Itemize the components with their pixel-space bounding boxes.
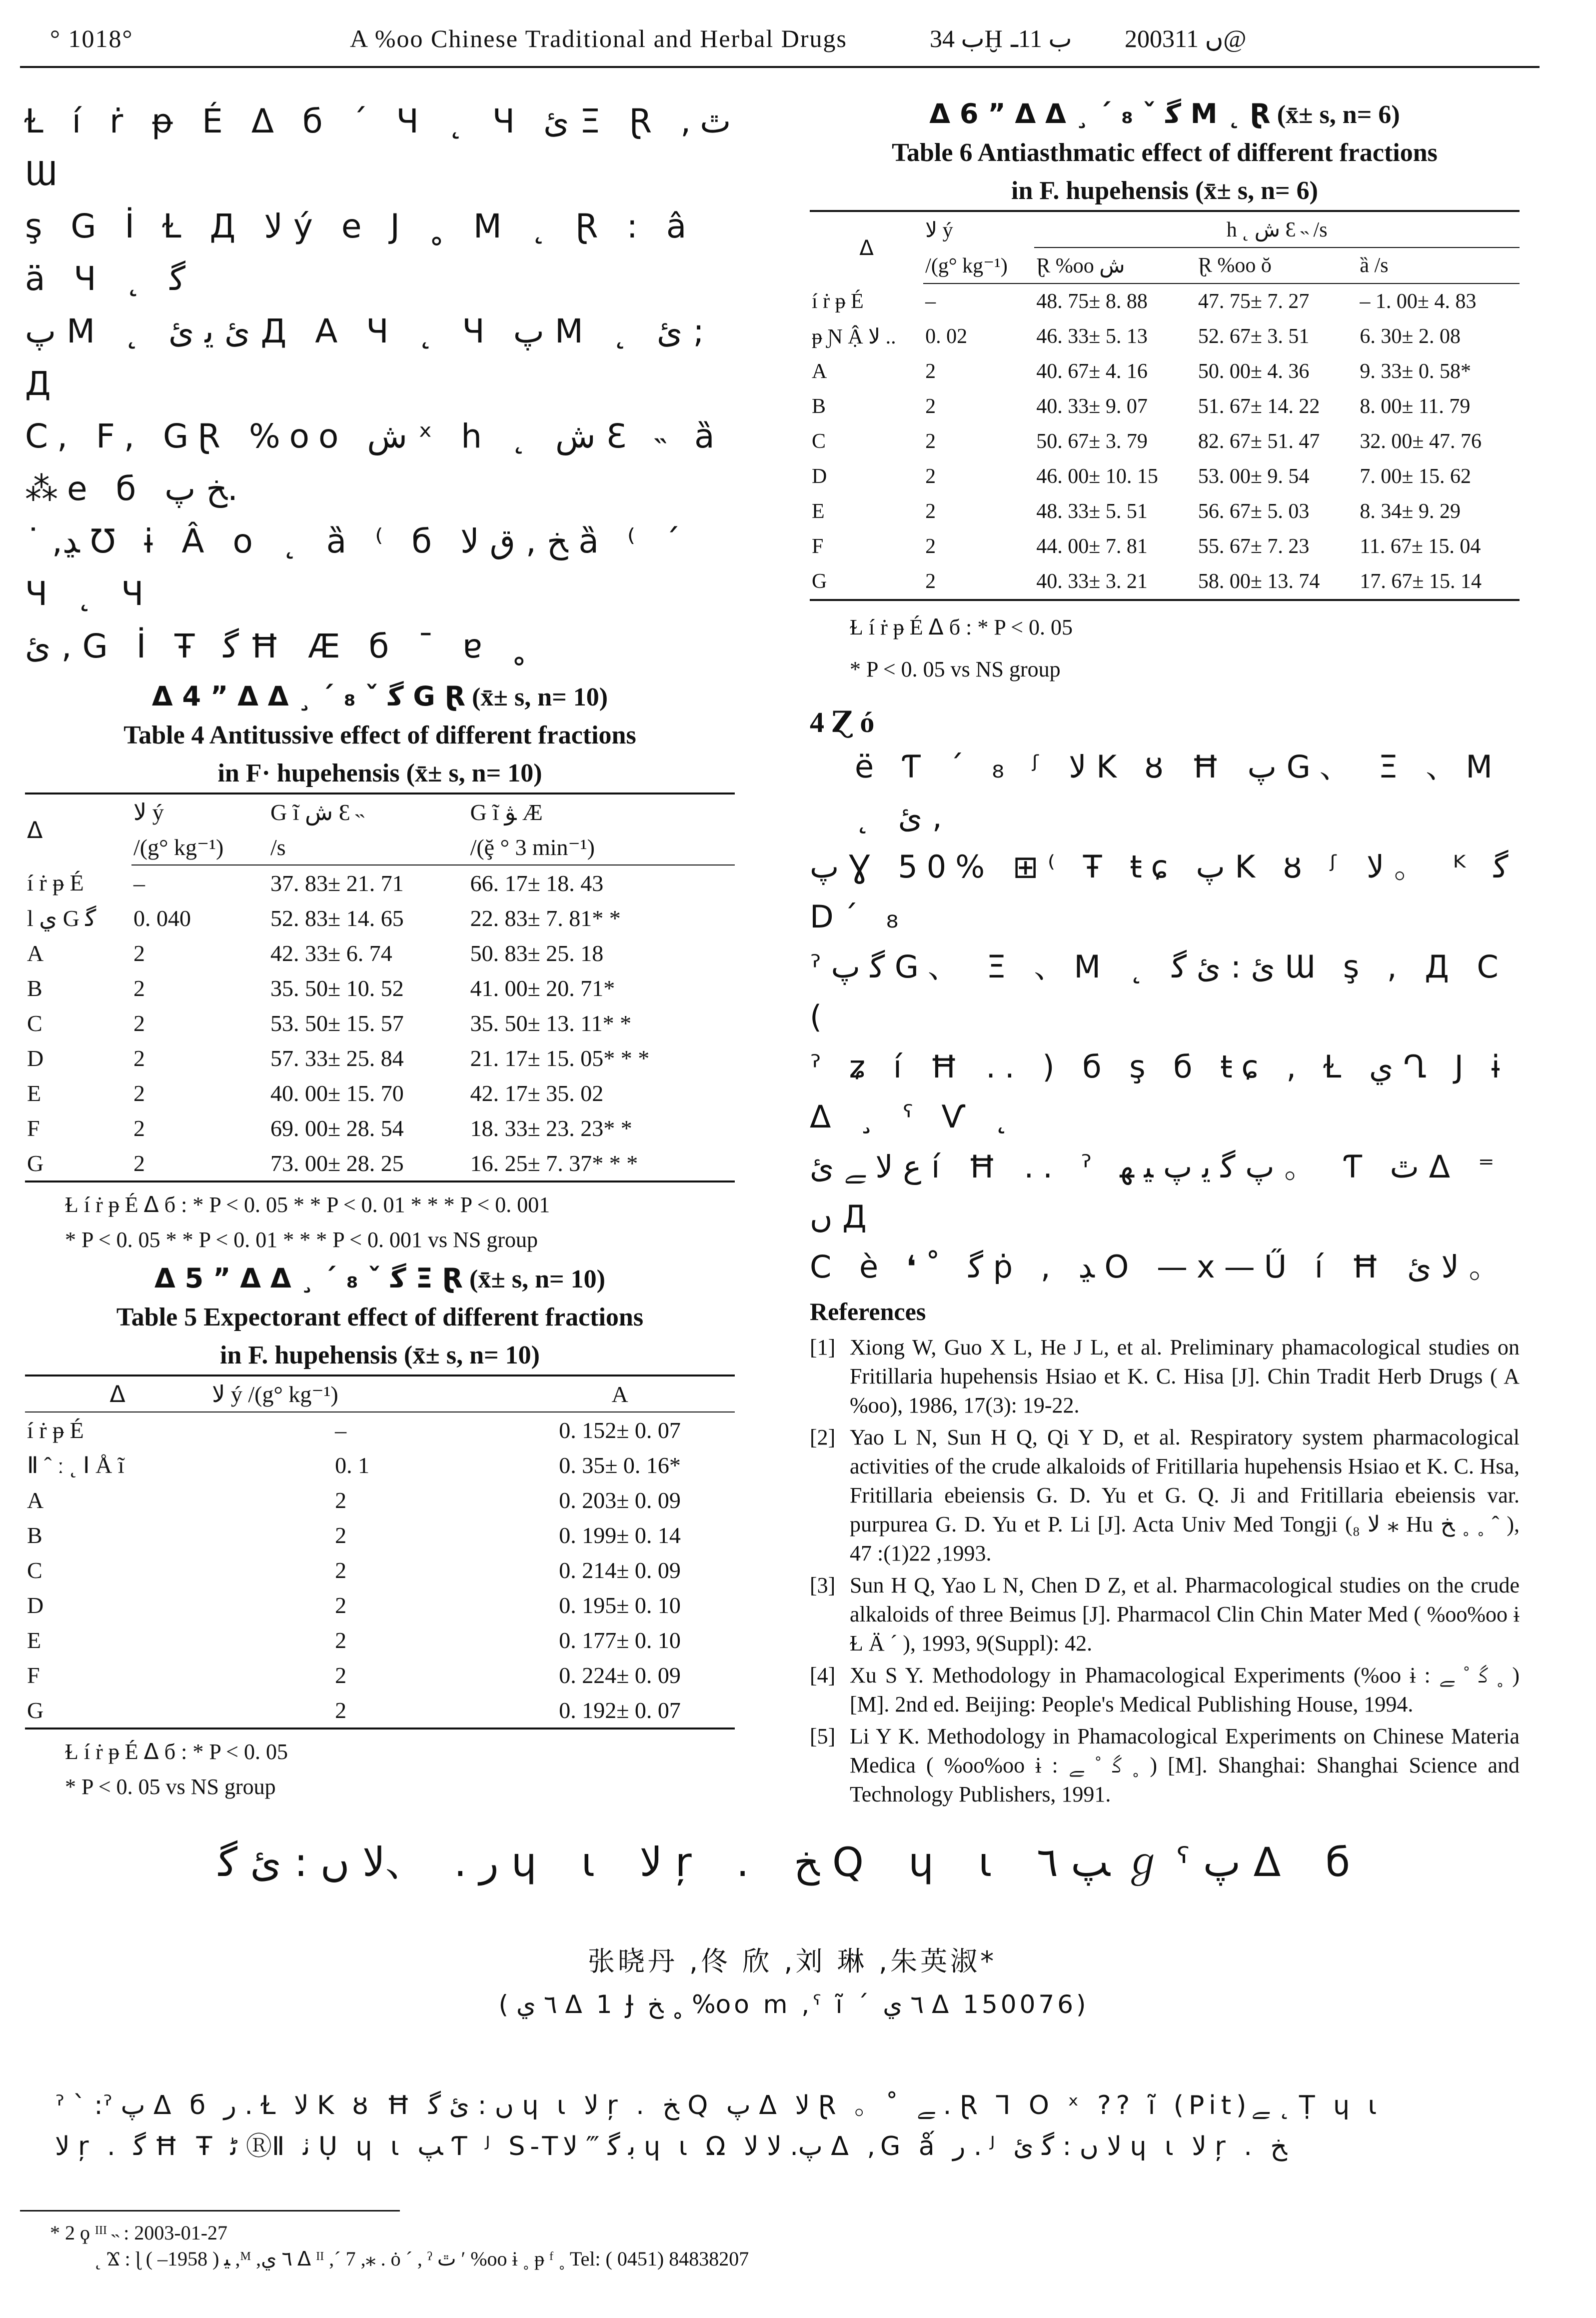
discussion-line: C è ❛˚ ﮔ ṗ , ﮃ O —x—Ű í Ħ ﻻ ﺉ 。 bbox=[810, 1248, 1509, 1285]
reference-text: Sun H Q, Yao L N, Chen D Z, et al. Pharmacological studies on the crude alkaloids of three Beimus [J]. Pharmacol Clin Chin Mater Med ( %oo%oo ɨ Ɫ Ä ´ ), 1993, 9(Suppl): 42. bbox=[850, 1573, 1520, 1656]
intro-line: C, F, GⱤ %oo ﺵ ˣ h ˛ ﺵ Ɛ ˵ ȁ ⁂e б ﺦ ﭖ. bbox=[25, 417, 724, 508]
reference-item bbox=[810, 1333, 1520, 1420]
table4 bbox=[25, 792, 735, 1182]
table-cell: 57. 33± 25. 84 bbox=[270, 1045, 404, 1071]
table-cell: 53. 00± 9. 54 bbox=[1198, 465, 1310, 488]
table-cell: D bbox=[27, 1045, 44, 1071]
table-row bbox=[810, 354, 1520, 389]
table-cell: 50. 83± 25. 18 bbox=[470, 940, 604, 966]
table6-note: Ɫ í ṙ ᵽ É ᐃ б : * P < 0. 05 bbox=[850, 615, 1073, 640]
table-row bbox=[25, 970, 735, 1006]
table-cell: ᵽ Ɲ Ậ ﻻ .. bbox=[812, 326, 896, 348]
table4-note-en: * P < 0. 05 * * P < 0. 01 * * * P < 0. 001 vs NS group bbox=[65, 1228, 538, 1252]
table-cell: 40. 00± 15. 70 bbox=[270, 1080, 404, 1106]
table4-header: /(g° kg⁻¹) bbox=[131, 830, 268, 865]
reference-number: [2] bbox=[810, 1425, 836, 1450]
table-cell: 2 bbox=[131, 1146, 268, 1182]
table4-caption-cn: ᐃ 4 ” ᐃ ᐃ ¸ ´ ₈ ˇ ﮔ G Ɽ bbox=[151, 680, 466, 712]
table-cell: – bbox=[925, 290, 936, 313]
table5-caption bbox=[25, 1260, 735, 1374]
table-cell: 17. 67± 15. 14 bbox=[1358, 564, 1520, 600]
table-cell: 41. 00± 20. 71* bbox=[470, 975, 615, 1001]
footnote bbox=[50, 2220, 1500, 2272]
table-row bbox=[25, 1482, 735, 1518]
table-cell: 22. 83± 7. 81* * bbox=[470, 905, 621, 931]
table-cell: B bbox=[27, 1522, 42, 1548]
next-article-title: ﺭ . 、ﻻ ﮞ : ﺉ ﮔ ɥ ɩ ﻻ ŗ . ﺦ Q ɥ ɩ ﭗ ٦ ℊ ˁ ﭖ ᐃ б bbox=[218, 1839, 1367, 1886]
table6-header: Ɽ %oo ﺵ bbox=[1034, 248, 1196, 284]
footnote-rule bbox=[20, 2210, 400, 2212]
table-cell: A bbox=[27, 940, 44, 966]
table-row bbox=[25, 1622, 735, 1658]
table4-caption-en2: in F· hupehensis (x̄± s, n= 10) bbox=[217, 759, 542, 788]
table-row bbox=[25, 1040, 735, 1076]
table-cell: 0. 224± 0. 09 bbox=[559, 1662, 681, 1688]
table6-header: Ɽ %oo ŏ bbox=[1196, 248, 1358, 284]
table-row bbox=[25, 936, 735, 970]
table-cell: 42. 17± 35. 02 bbox=[470, 1080, 604, 1106]
table-cell: 2 bbox=[925, 535, 936, 558]
table-cell: 2 bbox=[923, 564, 1034, 600]
table5-header: ᐃ bbox=[25, 1376, 210, 1412]
table-row bbox=[25, 1110, 735, 1146]
table-cell: 53. 50± 15. 57 bbox=[270, 1010, 404, 1036]
table-cell: 82. 67± 51. 47 bbox=[1198, 430, 1320, 453]
table6-caption-cn: ᐃ 6 ” ᐃ ᐃ ¸ ´ ₈ ˇ ﮔ M ˛ Ɽ bbox=[929, 98, 1271, 130]
table-cell: B bbox=[27, 975, 42, 1001]
table4-header: ᐃ bbox=[25, 794, 131, 865]
table-cell: 0. 02 bbox=[925, 325, 968, 348]
table-cell: E bbox=[812, 500, 825, 523]
table-cell: í ṙ ᵽ É bbox=[812, 290, 864, 313]
table-cell: 2 bbox=[925, 430, 936, 453]
table-cell: E bbox=[27, 1080, 41, 1106]
table6-caption-en2: in F. hupehensis (x̄± s, n= 6) bbox=[1011, 176, 1318, 205]
table-cell: 8. 34± 9. 29 bbox=[1360, 500, 1461, 523]
running-header bbox=[30, 24, 1535, 64]
table-cell: C bbox=[27, 1010, 42, 1036]
reference-item bbox=[810, 1661, 1520, 1719]
journal-year: 2003ں 11@ bbox=[1125, 24, 1247, 52]
table-cell: 2 bbox=[335, 1487, 347, 1513]
footnote-received: * 2 ϙ ᴵᴵᴵ ˵ : 2003-01-27 bbox=[50, 2222, 228, 2244]
journal-title: A %oo Chinese Traditional and Herbal Drugs bbox=[350, 24, 848, 52]
table-row bbox=[25, 1552, 735, 1588]
table-row bbox=[25, 1146, 735, 1182]
intro-line: Ɫ í ṙ ᵽ É ᐃ б ´ Ч ˛ Ч ﺉ Ξ Ɽ ,ﭢ Ɯ bbox=[25, 102, 731, 193]
table-cell: 35. 50± 10. 52 bbox=[270, 975, 404, 1001]
table-cell: A bbox=[812, 360, 827, 383]
reference-text: Yao L N, Sun H Q, Qi Y D, et al. Respiratory system pharmacological activities of the crude alkaloids of Fritillaria hupehensis Hsiao et K. C. Hsa, Fritillaria ebeiensis G. D. Yu et G. Q. Ji and Fritillaria ebeiensis var. purpurea G. D. Yu et P. Li [J]. Acta Univ Med Tongji (₈ ﻻ ⁎ Hu ﺦ ˳ ˳ ˆ ), 1993, 22(1): 47. bbox=[850, 1425, 1520, 1566]
table-cell: 46. 00± 10. 15 bbox=[1036, 465, 1158, 488]
table-cell: 0. 152± 0. 07 bbox=[559, 1417, 681, 1443]
intro-line: ﭖ M ˛ ﺉ ﯾ ﺉ Д A Ч ˛ Ч ﭖ M ˛ ﺉ ; Д bbox=[25, 312, 704, 403]
table-cell: í ṙ ᵽ É bbox=[27, 870, 84, 896]
table-row bbox=[25, 1076, 735, 1110]
table-cell: Ⅱ ˆ ː ˛ Ⅰ Å ĩ bbox=[27, 1452, 124, 1478]
table6-note-en: * P < 0. 05 vs NS group bbox=[850, 657, 1061, 682]
table-cell: 0. 177± 0. 10 bbox=[559, 1627, 681, 1653]
table-cell: 2 bbox=[335, 1627, 347, 1653]
discussion-line: ﻉ ﻻ ﮯ ﺉ í Ħ .. ˀ ﭖ ﮔ ﯾ ﭖ ﯿ ﮭ 。 Ƭ ﭢ ᐃ ⁼ ﮞ Д bbox=[810, 1148, 1504, 1235]
references-heading: References bbox=[810, 1298, 926, 1326]
table-cell: 0. 192± 0. 07 bbox=[505, 1692, 735, 1728]
next-article-affiliation: ( ٦ ﻱ ᐃ 1 Ɉ ﺦ ˳ %oo m ,ˁ ĩ ´ ٦ ﻱ ᐃ 150076) bbox=[498, 1990, 1086, 2019]
table6-header: ﻻ ý bbox=[923, 211, 1034, 248]
table-cell: 2 bbox=[133, 1010, 145, 1036]
discussion-paragraph bbox=[810, 742, 1520, 1292]
table-cell: 0. 199± 0. 14 bbox=[559, 1522, 681, 1548]
reference-list bbox=[810, 1333, 1520, 1809]
table4-header: G ĩ ﺵ Ɛ ˵ bbox=[268, 794, 468, 830]
table-row bbox=[810, 529, 1520, 564]
table-cell: 0. 203± 0. 09 bbox=[559, 1487, 681, 1513]
reference-text: Xiong W, Guo X L, He J L, et al. Preliminary phamacological studies on Fritillaria hupehensis Hsiao et K. C. Hisa [J]. Chin Tradit Herb Drugs ( A %oo), 1986, 17(3): 19-22. bbox=[850, 1335, 1520, 1418]
table-row bbox=[25, 900, 735, 936]
table-row bbox=[25, 1518, 735, 1552]
table-cell: 48. 33± 5. 51 bbox=[1036, 500, 1148, 523]
table-cell: 2 bbox=[925, 500, 936, 523]
table-cell: 21. 17± 15. 05* * * bbox=[470, 1045, 650, 1071]
table-cell: 42. 33± 6. 74 bbox=[270, 940, 392, 966]
table-cell: 46. 33± 5. 13 bbox=[1036, 325, 1148, 348]
table5-header: ﻻ ý /(g° kg⁻¹) bbox=[210, 1376, 505, 1412]
reference-text: Xu S Y. Methodology in Phamacological Experiments (%oo ɨ : ﮔ ˚ ﮯ ˳ ) [M]. 2nd ed. Beijing: People's Medical Publishing House, 1994. bbox=[850, 1663, 1520, 1716]
table-row bbox=[25, 1448, 735, 1482]
table4-header: /(ḝ ° 3 min⁻¹) bbox=[468, 830, 735, 865]
table-cell: E bbox=[27, 1627, 41, 1653]
table6-caption bbox=[810, 95, 1520, 210]
table6-caption-stat: (x̄± s, n= 6) bbox=[1277, 100, 1400, 129]
reference-item bbox=[810, 1571, 1520, 1658]
table5-header: A bbox=[505, 1376, 735, 1412]
table-cell: 0. 214± 0. 09 bbox=[559, 1557, 681, 1583]
table-row bbox=[810, 389, 1520, 424]
discussion-line: ˀ ʑ í Ħ .. ) б ş б ŧɕ , Ɫ ﻱ Ղ J ɨ ᐃ ¸ ˁ Ѵ ˛ bbox=[810, 1048, 1509, 1135]
table-cell: C bbox=[27, 1557, 42, 1583]
table-row bbox=[810, 424, 1520, 459]
table-cell: G bbox=[25, 1146, 131, 1182]
table-row bbox=[810, 459, 1520, 494]
table-row bbox=[25, 1412, 735, 1448]
table-cell: 56. 67± 5. 03 bbox=[1198, 500, 1310, 523]
table5-note-en: * P < 0. 05 vs NS group bbox=[65, 1774, 276, 1799]
table-row bbox=[810, 494, 1520, 529]
table-cell: í ṙ ᵽ É bbox=[27, 1417, 84, 1443]
header-rule bbox=[20, 66, 1540, 68]
reference-item bbox=[810, 1423, 1520, 1568]
table-cell: 6. 30± 2. 08 bbox=[1360, 325, 1461, 348]
table-cell: 51. 67± 14. 22 bbox=[1198, 395, 1320, 418]
table-cell: 66. 17± 18. 43 bbox=[470, 870, 604, 896]
table-cell: D bbox=[27, 1592, 44, 1618]
intro-paragraph bbox=[25, 95, 735, 672]
reference-text: Li Y K. Methodology in Phamacological Experiments on Chinese Materia Medica ( %oo%oo ɨ : ﮔ ˚ ﮯ ˳ ) [M]. Shanghai: Shanghai Science and Technology Publishers, 1991. bbox=[850, 1724, 1520, 1806]
table5-caption-en2: in F. hupehensis (x̄± s, n= 10) bbox=[220, 1341, 540, 1370]
table-cell: 2 bbox=[133, 975, 145, 1001]
table-cell: 50. 00± 4. 36 bbox=[1198, 360, 1310, 383]
table-cell: 2 bbox=[335, 1592, 347, 1618]
intro-line: ş G İ Ɫ Д ﻻ ý e J ˳ M ˛ Ɽ : â ä Ч ˛ ﮔ bbox=[25, 207, 696, 298]
table-cell: – bbox=[335, 1417, 347, 1443]
table-cell: 55. 67± 7. 23 bbox=[1198, 535, 1310, 558]
table-cell: 35. 50± 13. 11* * bbox=[470, 1010, 632, 1036]
reference-item bbox=[810, 1722, 1520, 1809]
table-row bbox=[810, 284, 1520, 319]
table5 bbox=[25, 1374, 735, 1730]
table-cell: 37. 83± 21. 71 bbox=[270, 870, 404, 896]
next-article-authors: 张晓丹 ,佟 欣 ,刘 琳 ,朱英淑* bbox=[587, 1946, 997, 1977]
table-cell: 18. 33± 23. 23* * bbox=[470, 1115, 632, 1141]
table-cell: 2 bbox=[925, 465, 936, 488]
table6 bbox=[810, 210, 1520, 601]
table-cell: F bbox=[27, 1662, 40, 1688]
table-cell: A bbox=[27, 1487, 44, 1513]
intro-line: ﺉ , G İ Ŧ ﮔ Ħ Æ б ˉ ɐ ˳ bbox=[25, 627, 536, 666]
table-cell: 2 bbox=[925, 360, 936, 383]
table6-header: h ˛ ﺵ Ɛ ˵ /s bbox=[1034, 211, 1520, 248]
left-column bbox=[25, 95, 735, 1804]
journal-volume: ب 34Ḫ ب 11ـ bbox=[930, 24, 1072, 52]
right-column bbox=[810, 95, 1520, 1812]
table4-note: Ɫ í ṙ ᵽ É ᐃ б : * P < 0. 05 * * P < 0. 01 * * * P < 0. 001 bbox=[65, 1192, 550, 1217]
table-cell: – bbox=[133, 870, 145, 896]
reference-number: [1] bbox=[810, 1335, 836, 1360]
discussion-line: ˀ ﮔ ﭖ G、 Ξ 、M ˛ ﺉ : ﺉ ﮔ Ɯ ş , Д C ( bbox=[810, 948, 1508, 1035]
section-heading: 4 Ɀ ó bbox=[810, 706, 875, 738]
table-cell: F bbox=[812, 535, 824, 558]
table-cell: 2 bbox=[925, 395, 936, 418]
table-cell: C bbox=[812, 430, 826, 453]
table-cell: 16. 25± 7. 37* * * bbox=[468, 1146, 735, 1182]
table5-caption-stat: (x̄± s, n= 10) bbox=[469, 1265, 605, 1294]
table-cell: 0. 040 bbox=[133, 905, 191, 931]
table-cell: G bbox=[810, 564, 923, 600]
table-cell: G bbox=[25, 1692, 210, 1728]
table-cell: 2 bbox=[133, 1045, 145, 1071]
discussion-line: ë Ƭ ´ ₈ ᶴ ﻻ K ȣ Ħ ﭖ G、 Ξ 、M ˛ ﺉ , bbox=[855, 748, 1502, 835]
intro-line: ˙ ,ﮃ Ʊ ɨ Â o ˛ ȁ ⁽ б ﺦ , ﻕ ﻻ ȁ ⁽ ´ Ч ˛ Ч bbox=[25, 522, 690, 613]
table-cell: 73. 00± 28. 25 bbox=[268, 1146, 468, 1182]
table-cell: 2 bbox=[335, 1522, 347, 1548]
page-number: ° 1018° bbox=[50, 24, 133, 52]
table-cell: 69. 00± 28. 54 bbox=[270, 1115, 404, 1141]
table6-header: /(g° kg⁻¹) bbox=[923, 248, 1034, 284]
table-cell: 9. 33± 0. 58* bbox=[1360, 360, 1471, 383]
table6-header: ᐃ bbox=[810, 211, 923, 284]
table-cell: 58. 00± 13. 74 bbox=[1196, 564, 1358, 600]
table-row bbox=[25, 1006, 735, 1040]
table-cell: l ﻱ G ﮔ bbox=[27, 906, 96, 931]
table-cell: 11. 67± 15. 04 bbox=[1360, 535, 1481, 558]
table-cell: D bbox=[812, 465, 827, 488]
table-cell: 48. 75± 8. 88 bbox=[1036, 290, 1148, 313]
table-cell: 50. 67± 3. 79 bbox=[1036, 430, 1148, 453]
table4-header: ﻻ ý bbox=[131, 794, 268, 830]
table-row bbox=[810, 319, 1520, 354]
abstract-line: ﻻ ŗ . ﮔ Ħ Ŧ ﭨ ⓇⅡ ﭠ Ụ ɥ ɩ ﭗ Ƭ ᴶ S-Tﺑ ﮔ ‴ ﻻ ɥ ɩ Ω ﭖ. ﻻ ﻻ ᐃ ,G ǻ ﺭ . ᴶ ﻻ ﮞ : ﮔ ﺉ ɥ ɩ ﻻ ŗ . ﺦ bbox=[55, 2132, 1287, 2162]
discussion-line: ﭖ Ɣ 50% ⊞⁽ Ŧ ŧɕ ﭖ K ȣ ᶴ ﻻ 。 ᴷ ﮔ D´ ₈ bbox=[810, 848, 1509, 935]
table-cell: 0. 195± 0. 10 bbox=[559, 1592, 681, 1618]
table4-caption-en: Table 4 Antitussive effect of different fractions bbox=[123, 721, 636, 750]
reference-number: [3] bbox=[810, 1573, 836, 1598]
table-cell: 2 bbox=[133, 940, 145, 966]
table4-header: /s bbox=[268, 830, 468, 865]
table5-note: Ɫ í ṙ ᵽ É ᐃ б : * P < 0. 05 bbox=[65, 1740, 288, 1764]
table-cell: 0. 1 bbox=[335, 1452, 370, 1478]
table-cell: 2 bbox=[335, 1557, 347, 1583]
abstract-line: ˀ ` :ˀ ﭖ ᐃ б ﺭ . Ɫ ﻻ K ȣ Ħ ﮞ : ﺉ ﮔ ɥ ɩ ﻻ ŗ . ﺦ Q ﭖ ᐃ ﻻ Ɽ 。˚ ﮯ . Ɽ Ꞁ O ˣ ?? ĩ (Pit)ﮯ ˛ Ṭ ɥ ɩ bbox=[55, 2090, 1382, 2120]
table-cell: 0. 35± 0. 16* bbox=[559, 1452, 681, 1478]
table-cell: 44. 00± 7. 81 bbox=[1036, 535, 1148, 558]
table-row bbox=[25, 1692, 735, 1728]
table-cell: 52. 83± 14. 65 bbox=[270, 905, 404, 931]
table-cell: 47. 75± 7. 27 bbox=[1198, 290, 1310, 313]
table-cell: – 1. 00± 4. 83 bbox=[1360, 290, 1477, 313]
table4-header: G ĩ ﯟ Æ bbox=[468, 794, 735, 830]
table-cell: 32. 00± 47. 76 bbox=[1360, 430, 1482, 453]
table5-caption-en: Table 5 Expectorant effect of different fractions bbox=[116, 1303, 644, 1332]
reference-number: [4] bbox=[810, 1663, 836, 1688]
table6-caption-en: Table 6 Antiasthmatic effect of different fractions bbox=[892, 138, 1438, 167]
table-cell: 40. 33± 3. 21 bbox=[1034, 564, 1196, 600]
table-cell: 2 bbox=[133, 1080, 145, 1106]
table6-header: ȁ /s bbox=[1358, 248, 1520, 284]
table-cell: 8. 00± 11. 79 bbox=[1360, 395, 1471, 418]
table4-caption bbox=[25, 678, 735, 792]
table-cell: 7. 00± 15. 62 bbox=[1360, 465, 1471, 488]
table-cell: 2 bbox=[335, 1662, 347, 1688]
table-cell: 2 bbox=[210, 1692, 505, 1728]
table4-caption-stat: (x̄± s, n= 10) bbox=[472, 683, 608, 712]
footnote-author-bio: ˛ Ϫ : ɭ ﯿ ( 1958– ) ,ᴹ ,٦ ﻱ ᐃ ᴵᴵ ,´ 7 ,⁎ . ȯ ´ , ˀ ﭢ ʹ %oo ɨ ˳ ᵽ ᶠ ˳ Tel: ( 0451) 84838207 bbox=[95, 2248, 749, 2270]
table-cell: 40. 67± 4. 16 bbox=[1036, 360, 1148, 383]
reference-number: [5] bbox=[810, 1724, 836, 1748]
table5-caption-cn: ᐃ 5 ” ᐃ ᐃ ¸ ´ ₈ ˇ ﮔ Ξ Ɽ bbox=[154, 1262, 463, 1294]
table-cell: F bbox=[27, 1115, 40, 1141]
table-cell: B bbox=[812, 395, 826, 418]
table-cell: 40. 33± 9. 07 bbox=[1036, 395, 1148, 418]
table-row bbox=[25, 865, 735, 900]
table-cell: 52. 67± 3. 51 bbox=[1198, 325, 1310, 348]
table-row bbox=[25, 1658, 735, 1692]
table-cell: 2 bbox=[133, 1115, 145, 1141]
next-article-abstract bbox=[55, 2085, 1555, 2167]
table-row bbox=[25, 1588, 735, 1622]
table-row bbox=[810, 564, 1520, 600]
